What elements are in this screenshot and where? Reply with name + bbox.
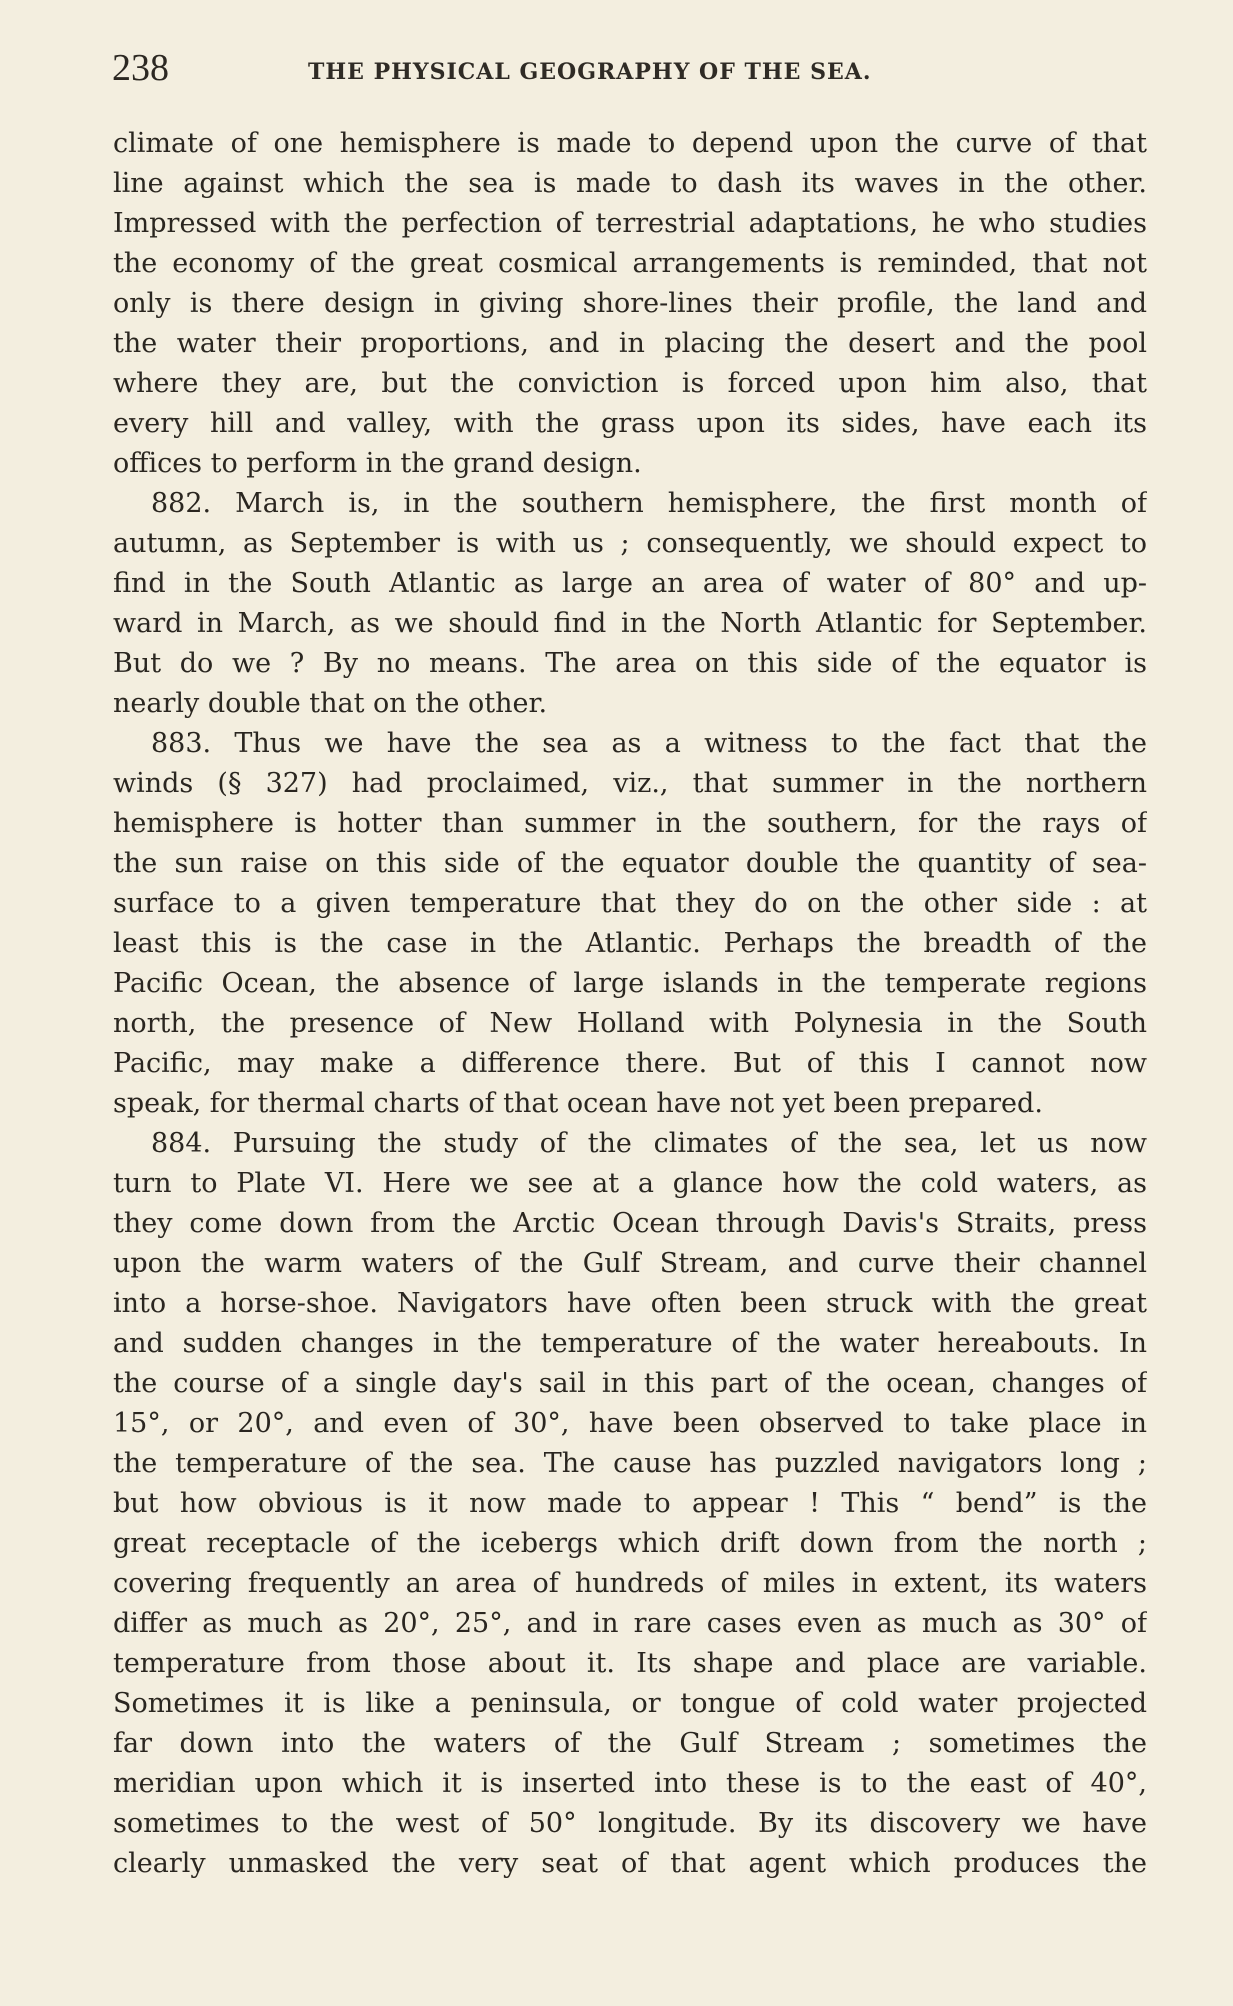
text-line: the economy of the great cosmical arrangements is reminded, that not	[113, 248, 1147, 279]
text-line: offices to perform in the grand design.	[113, 448, 642, 479]
text-line: nearly double that on the other.	[113, 688, 548, 719]
text-line: they come down from the Arctic Ocean through Davis's Straits, press	[113, 1208, 1147, 1239]
text-line: and sudden changes in the temperature of the water hereabouts. In	[113, 1328, 1147, 1359]
text-line: climate of one hemisphere is made to depend upon the curve of that	[113, 128, 1147, 159]
text-line: 15°, or 20°, and even of 30°, have been observed to take place in	[113, 1408, 1147, 1439]
running-title: THE PHYSICAL GEOGRAPHY OF THE SEA.	[308, 59, 872, 85]
paragraph-883-start: 883. Thus we have the sea as a witness to the fact that the	[151, 728, 1147, 759]
text-line: find in the South Atlantic as large an area of water of 80° and up-	[113, 568, 1147, 599]
body-text	[113, 124, 1147, 1884]
text-line: ward in March, as we should find in the North Atlantic for September.	[113, 608, 1147, 639]
text-line: far down into the waters of the Gulf Stream ; sometimes the	[113, 1728, 1147, 1759]
text-line: autumn, as September is with us ; consequently, we should expect to	[113, 528, 1147, 559]
text-line: Pacific Ocean, the absence of large islands in the temperate regions	[113, 968, 1147, 999]
text-line: only is there design in giving shore-lines their profile, the land and	[113, 288, 1147, 319]
page-header	[112, 46, 1152, 96]
text-line: the sun raise on this side of the equator double the quantity of sea-	[113, 848, 1147, 879]
text-line: clearly unmasked the very seat of that agent which produces the	[113, 1848, 1147, 1879]
text-line: winds (§ 327) had proclaimed, viz., that summer in the northern	[113, 768, 1147, 799]
text-line: where they are, but the conviction is forced upon him also, that	[113, 368, 1147, 399]
text-line: great receptacle of the icebergs which drift down from the north ;	[113, 1528, 1147, 1559]
text-line: differ as much as 20°, 25°, and in rare cases even as much as 30° of	[113, 1608, 1147, 1639]
text-line: meridian upon which it is inserted into these is to the east of 40°,	[113, 1768, 1147, 1799]
text-line: the water their proportions, and in placing the desert and the pool	[113, 328, 1147, 359]
text-line: surface to a given temperature that they do on the other side : at	[113, 888, 1147, 919]
text-line: temperature from those about it. Its shape and place are variable.	[113, 1648, 1147, 1679]
text-line: least this is the case in the Atlantic. Perhaps the breadth of the	[113, 928, 1147, 959]
text-line: Impressed with the perfection of terrestrial adaptations, he who studies	[113, 208, 1147, 239]
text-line: sometimes to the west of 50° longitude. By its discovery we have	[113, 1808, 1147, 1839]
paragraph-882-start: 882. March is, in the southern hemisphere, the first month of	[151, 488, 1147, 519]
text-line: into a horse-shoe. Navigators have often been struck with the great	[113, 1288, 1147, 1319]
text-line: line against which the sea is made to dash its waves in the other.	[113, 168, 1147, 199]
paragraph-884-start: 884. Pursuing the study of the climates of the sea, let us now	[151, 1128, 1147, 1159]
text-line: turn to Plate VI. Here we see at a glance how the cold waters, as	[113, 1168, 1147, 1199]
text-line: speak, for thermal charts of that ocean have not yet been prepared.	[113, 1088, 1043, 1119]
text-line: the temperature of the sea. The cause has puzzled navigators long ;	[113, 1448, 1147, 1479]
text-line: hemisphere is hotter than summer in the southern, for the rays of	[113, 808, 1147, 839]
text-line: Pacific, may make a difference there. But of this I cannot now	[113, 1048, 1147, 1079]
text-line: north, the presence of New Holland with Polynesia in the South	[113, 1008, 1147, 1039]
text-line: Sometimes it is like a peninsula, or tongue of cold water projected	[113, 1688, 1147, 1719]
text-line: upon the warm waters of the Gulf Stream, and curve their channel	[113, 1248, 1147, 1279]
text-line: but how obvious is it now made to appear ! This “ bend” is the	[113, 1488, 1147, 1519]
page-number: 238	[112, 47, 169, 89]
text-line: the course of a single day's sail in this part of the ocean, changes of	[113, 1368, 1147, 1399]
text-line: But do we ? By no means. The area on this side of the equator is	[113, 648, 1147, 679]
text-line: covering frequently an area of hundreds of miles in extent, its waters	[113, 1568, 1147, 1599]
text-line: every hill and valley, with the grass upon its sides, have each its	[113, 408, 1147, 439]
